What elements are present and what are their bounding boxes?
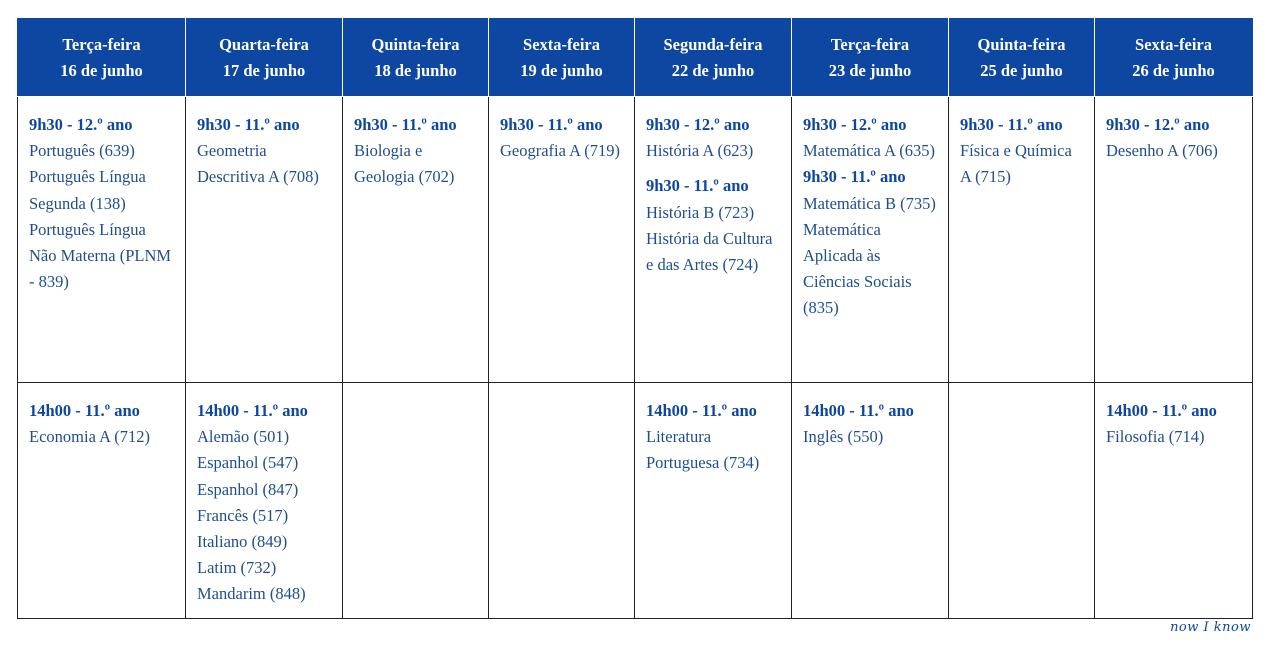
brand-logo: now I know [1170,620,1251,635]
exam-subject: Latim (732) [197,558,277,578]
slot-time: 9h30 - 11.º ano [646,176,749,196]
exam-subject: Português Língua Não Materna (PLNM - 839) [29,219,172,292]
slot-time: 14h00 - 11.º ano [646,401,757,420]
exam-subject: Desenho A (706) [1106,141,1218,161]
exam-cell [635,383,792,619]
empty-cell [489,383,635,619]
exam-subject: Português (639) [29,141,135,161]
weekday: Terça-feira [830,34,910,54]
exam-subject: Matemática Aplicada às Ciências Sociais (835) [803,219,912,318]
exam-subject: Francês (517) [197,505,289,525]
exam-cell [949,97,1095,383]
slot-time: 14h00 - 11.º ano [803,401,914,420]
exam-subject: Biologia e Geologia (702) [354,141,455,187]
exam-subject: Mandarim (848) [197,584,306,604]
date: 17 de junho [222,60,306,80]
slot-time: 9h30 - 12.º ano [1106,115,1210,134]
exam-slot [1106,398,1241,450]
exam-cell [1095,383,1253,619]
day-header [1095,19,1253,97]
weekday: Sexta-feira [523,34,600,54]
day-header [949,19,1095,97]
slot-time: 9h30 - 11.º ano [500,115,603,134]
exam-cell [489,97,635,383]
weekday: Quarta-feira [219,34,309,54]
empty-cell [949,383,1095,619]
exam-slot [646,398,780,477]
exam-cell [792,383,949,619]
exam-cell [635,97,792,383]
exam-slot [960,112,1083,191]
exam-cell [343,97,489,383]
exam-slot [197,398,331,608]
exam-slot [29,112,174,295]
exam-cell [792,97,949,383]
exam-subject: Geometria Descritiva A (708) [197,141,319,187]
exam-subject: Filosofia (714) [1106,427,1205,447]
date: 25 de junho [980,60,1063,80]
exam-slot [803,398,937,450]
exam-slot [646,173,780,278]
exam-slot [500,112,623,164]
day-header [792,19,949,97]
exam-subject: Português Língua Segunda (138) [29,167,146,213]
day-header [18,19,186,97]
exam-subject: Matemática A (635) [803,141,935,161]
slot-time: 14h00 - 11.º ano [197,401,308,420]
header-row [18,19,1253,97]
exam-subject: Geografia A (719) [500,141,621,161]
date: 23 de junho [828,60,912,80]
exam-subject: Alemão (501) [197,427,290,447]
exam-schedule-table [17,18,1253,619]
exam-slot [646,112,780,164]
exam-subject: História da Cultura e das Artes (724) [646,228,773,275]
date: 26 de junho [1132,60,1215,80]
slot-time: 9h30 - 11.º ano [197,115,300,134]
exam-slot [29,398,174,450]
date: 18 de junho [374,60,457,80]
exam-slot [1106,112,1241,164]
day-header [186,19,343,97]
slot-time: 9h30 - 12.º ano [646,115,750,134]
exam-slot [354,112,477,191]
slot-time: 9h30 - 12.º ano [803,115,907,134]
exam-subject: Espanhol (847) [197,479,299,499]
day-header [343,19,489,97]
exam-subject: Física e Química A (715) [960,141,1072,187]
empty-cell [343,383,489,619]
weekday: Sexta-feira [1135,34,1212,54]
exam-subject: Inglês (550) [803,427,884,447]
weekday: Quinta-feira [977,34,1066,54]
slot-time: 9h30 - 11.º ano [960,115,1063,134]
exam-slot [803,112,937,164]
date: 22 de junho [671,60,755,80]
slot-time: 14h00 - 11.º ano [29,401,140,420]
exam-subject: Economia A (712) [29,427,150,447]
exam-subject: Literatura Portuguesa (734) [646,427,760,473]
exam-subject: Italiano (849) [197,532,288,552]
exam-slot [803,164,937,321]
weekday: Segunda-feira [663,34,763,54]
exam-subject: Matemática B (735) [803,193,936,213]
slot-time: 9h30 - 11.º ano [354,115,457,134]
morning-row [18,97,1253,383]
exam-cell [186,383,343,619]
date: 16 de junho [60,60,143,80]
afternoon-row [18,383,1253,619]
exam-subject: História B (723) [646,202,755,222]
day-header [489,19,635,97]
weekday: Terça-feira [62,34,141,54]
slot-time: 9h30 - 11.º ano [803,167,906,187]
exam-cell [1095,97,1253,383]
exam-cell [18,383,186,619]
slot-time: 9h30 - 12.º ano [29,115,133,134]
day-header [635,19,792,97]
date: 19 de junho [520,60,603,80]
exam-cell [18,97,186,383]
slot-time: 14h00 - 11.º ano [1106,401,1217,420]
weekday: Quinta-feira [371,34,460,54]
exam-subject: História A (623) [646,141,754,161]
exam-cell [186,97,343,383]
exam-slot [197,112,331,191]
exam-subject: Espanhol (547) [197,453,299,473]
